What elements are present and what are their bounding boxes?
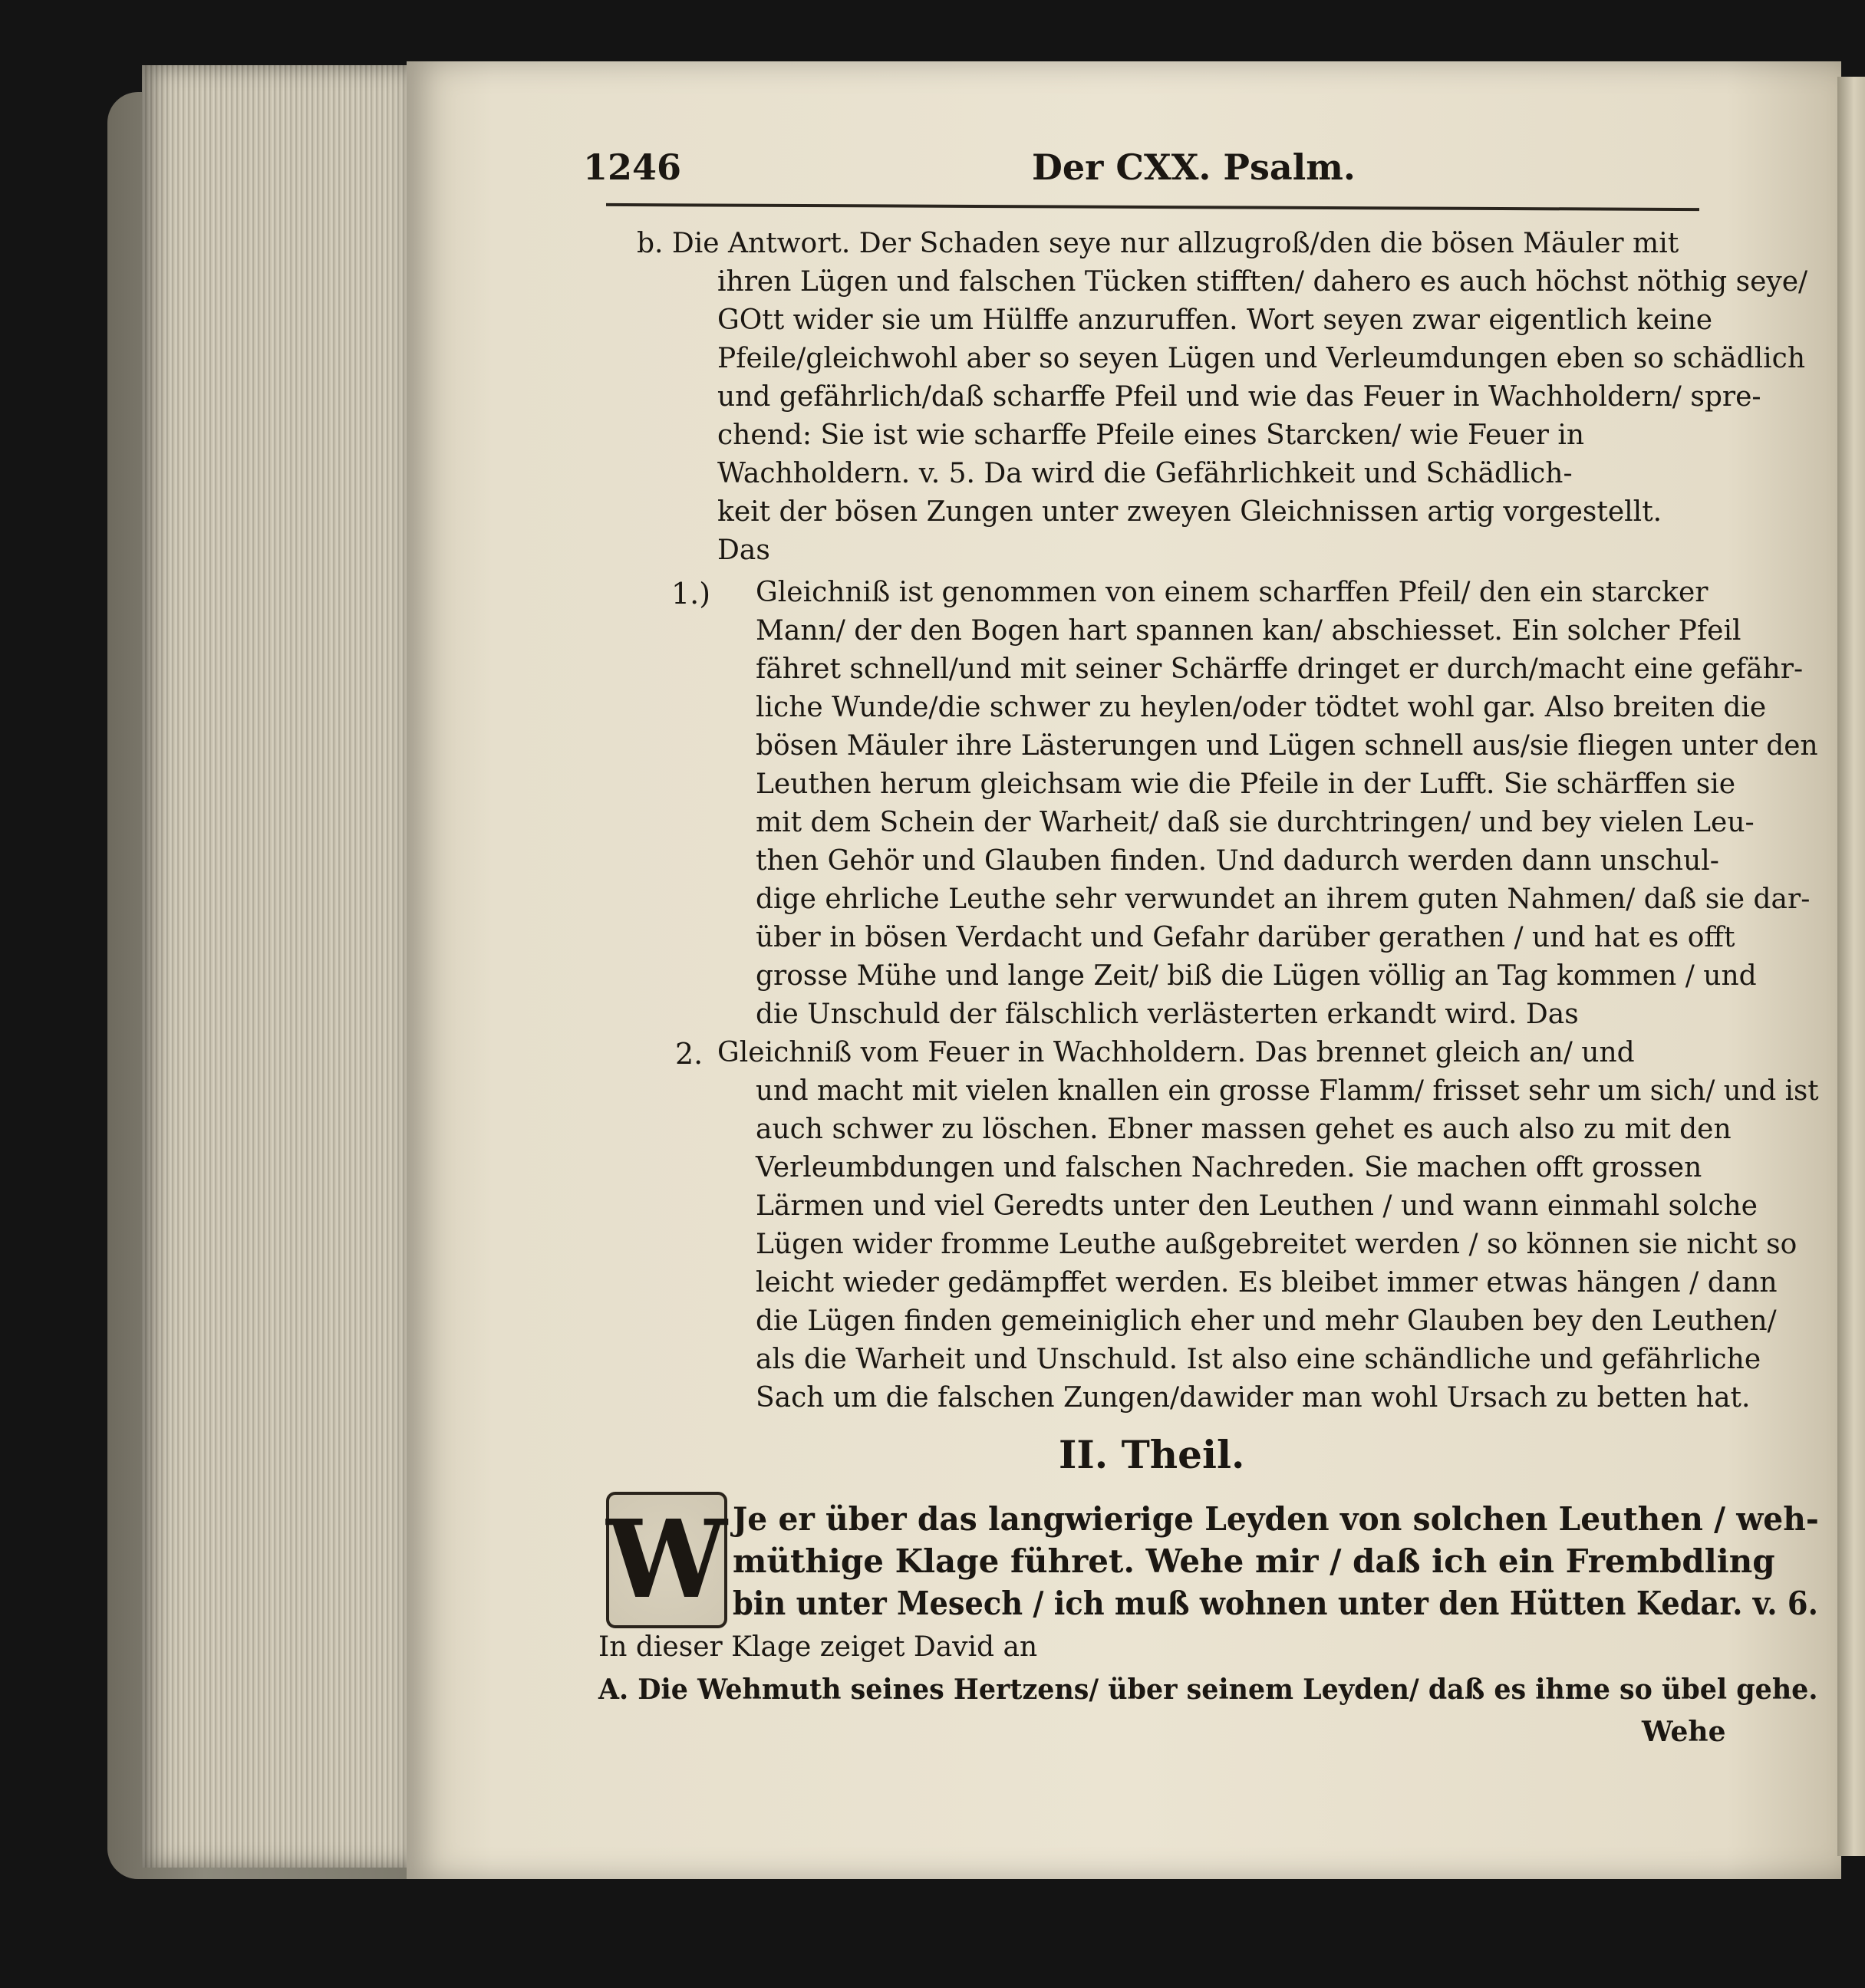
item-1-line: fähret schnell/und mit seiner Schärffe dringet er durch/macht eine gefähr- [756,653,1804,685]
intro-continuation: In dieser Klage zeiget David an [598,1631,1038,1663]
item-1-line: Leuthen herum gleichsam wie die Pfeile in der Lufft. Sie schärffen sie [756,769,1736,800]
item-2-label: 2. [675,1037,703,1071]
item-1-line: Mann/ der den Bogen hart spannen kan/ abschiesset. Ein solcher Pfeil [756,615,1741,647]
item-2-line: Sach um die falschen Zungen/dawider man wohl Ursach zu betten hat. [756,1382,1751,1414]
item-1-line: grosse Mühe und lange Zeit/ biß die Lügen völlig an Tag kommen / und [756,960,1757,992]
item-1-line: mit dem Schein der Warheit/ daß sie durchtringen/ und bey vielen Leu- [756,807,1755,838]
catchword: Wehe [1642,1716,1726,1748]
item-2-line: Verleumbdungen und falschen Nachreden. Sie machen offt grossen [756,1152,1702,1183]
body-line: Wachholdern. v. 5. Da wird die Gefährlichkeit und Schädlich- [717,458,1573,489]
body-line: chend: Sie ist wie scharffe Pfeile eines Starcken/ wie Feuer in [717,420,1585,451]
item-1-line: then Gehör und Glauben finden. Und dadurch werden dann unschul- [756,845,1719,877]
item-1-line: die Unschuld der fälschlich verlästerten erkandt wird. Das [756,999,1579,1030]
item-1-line: über in bösen Verdacht und Gefahr darüber gerathen / und hat es offt [756,922,1735,953]
item-2-line: als die Warheit und Unschuld. Ist also eine schändliche und gefährliche [756,1344,1761,1375]
body-line: GOtt wider sie um Hülffe anzuruffen. Wort seyen zwar eigentlich keine [717,304,1713,336]
item-2-line: und macht mit vielen knallen ein grosse Flamm/ frisset sehr um sich/ und ist [756,1075,1819,1107]
page-block-edges [142,65,407,1868]
body-line: keit der bösen Zungen unter zweyen Gleichnissen artig vorgestellt. [717,496,1662,528]
item-2-line: Lügen wider fromme Leuthe außgebreitet werden / so können sie nicht so [756,1229,1797,1260]
item-1-line: bösen Mäuler ihre Lästerungen und Lügen schnell aus/sie fliegen unter den [756,730,1818,762]
running-title: Der CXX. Psalm. [1032,146,1356,188]
item-1-line: Gleichniß ist genommen von einem scharffen Pfeil/ den ein starcker [756,577,1708,608]
intro-line: Je er über das langwierige Leyden von solchen Leuthen / weh- [733,1500,1819,1538]
drop-cap-initial: W [606,1492,727,1628]
item-1-label: 1.) [671,577,711,611]
intro-line: bin unter Mesech / ich muß wohnen unter den Hütten Kedar. v. 6. [733,1585,1818,1622]
body-line: Das [717,535,770,566]
item-2-line: leicht wieder gedämpffet werden. Es bleibet immer etwas hängen / dann [756,1267,1778,1298]
item-2-line: auch schwer zu löschen. Ebner massen gehet es auch also zu mit den [756,1114,1732,1145]
section-heading: II. Theil. [1059,1432,1245,1477]
body-line: ihren Lügen und falschen Tücken stifften/ dahero es auch höchst nöthig seye/ [717,266,1808,298]
body-line: Pfeile/gleichwohl aber so seyen Lügen und Verleumdungen eben so schädlich [717,343,1806,374]
item-2-line: Gleichniß vom Feuer in Wachholdern. Das brennet gleich an/ und [717,1037,1635,1068]
intro-line: müthige Klage führet. Wehe mir / daß ich ein Frembdling [733,1542,1775,1580]
item-2-line: die Lügen finden gemeiniglich eher und mehr Glauben bey den Leuthen/ [756,1305,1777,1337]
item-2-line: Lärmen und viel Geredts unter den Leuthen / und wann einmahl solche [756,1190,1758,1222]
item-1-line: dige ehrliche Leuthe sehr verwundet an ihrem guten Nahmen/ daß sie dar- [756,884,1811,915]
body-line: b. Die Antwort. Der Schaden seye nur allzugroß/den die bösen Mäuler mit [637,228,1679,259]
point-a: A. Die Wehmuth seines Hertzens/ über seinem Leyden/ daß es ihme so übel gehe. [598,1674,1818,1706]
body-line: und gefährlich/daß scharffe Pfeil und wie das Feuer in Wachholdern/ spre- [717,381,1761,413]
page-number: 1246 [583,146,682,188]
facing-page-edge [1837,77,1865,1856]
item-1-line: liche Wunde/die schwer zu heylen/oder tödtet wohl gar. Also breiten die [756,692,1767,723]
